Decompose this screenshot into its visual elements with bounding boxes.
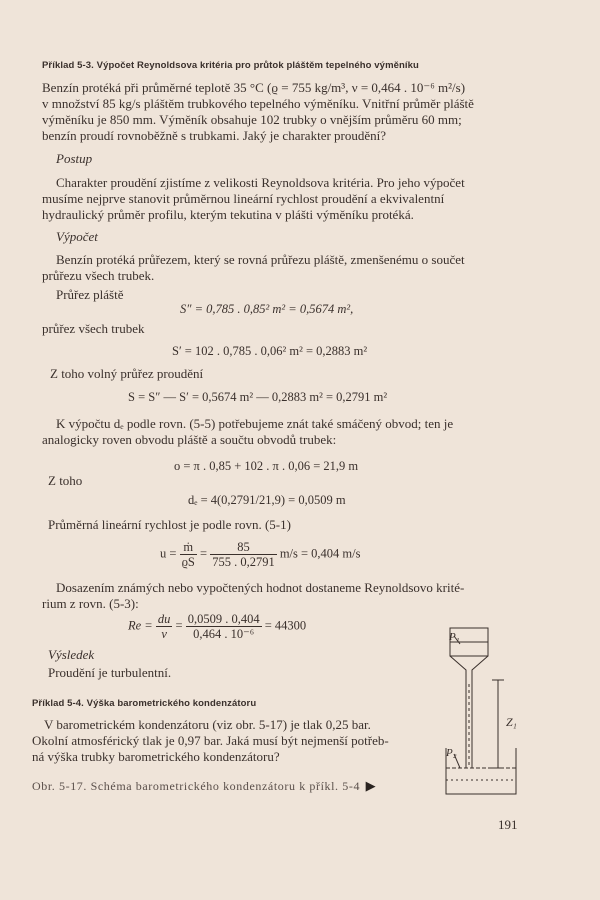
postup-label: Postup xyxy=(56,151,93,166)
reynolds-lhs: Re = xyxy=(128,618,153,633)
dosazenim-line-1: Dosazením známých nebo vypočtených hodnot dostaneme Reynoldsovo krité- xyxy=(56,580,465,595)
postup-line-3: hydraulický průměr profilu, kterým tekutina v plášti výměníku protéká. xyxy=(42,207,414,222)
velocity-fraction-1 xyxy=(180,540,197,569)
ex2-line-1: V barometrickém kondenzátoru (viz obr. 5-17) je tlak 0,25 bar. xyxy=(44,717,371,732)
label-p1: P₁ xyxy=(449,631,460,643)
reynolds-rhs: = 44300 xyxy=(264,618,307,633)
intro-line-4: benzín proudí rovnoběžně s trubkami. Jaký je charakter proudění? xyxy=(42,128,387,143)
velocity-fraction-2 xyxy=(210,540,277,569)
condenser-cone-left xyxy=(450,656,466,678)
equation-reynolds xyxy=(128,612,306,641)
equation-perimeter: o = π . 0,85 + 102 . π . 0,06 = 21,9 m xyxy=(174,459,359,473)
ex2-line-2: Okolní atmosférický tlak je 0,97 bar. Jaká musí být nejmenší potřeb- xyxy=(32,733,389,748)
vypocet-line-1: Benzín protéká průřezem, který se rovná průřezu pláště, zmenšenému o součet xyxy=(56,252,465,267)
velocity-lhs: u = xyxy=(160,546,177,561)
velocity-f2-num: 85 xyxy=(210,540,277,555)
free-area-label: Z toho volný průřez proudění xyxy=(50,366,204,381)
arrow-right-icon: ▶ xyxy=(365,778,377,793)
velocity-f1-num: ṁ xyxy=(180,540,197,555)
vysledek-text: Proudění je turbulentní. xyxy=(48,665,172,680)
equation-free-area: S = S″ — S′ = 0,5674 m² — 0,2883 m² = 0,2791 m² xyxy=(128,390,388,404)
figure-caption xyxy=(32,778,376,794)
barometric-condenser-diagram xyxy=(440,622,560,802)
example-5-3-title: Příklad 5-3. Výpočet Reynoldsova kritéria pro průtok pláštěm tepelného výměníku xyxy=(42,60,419,71)
reynolds-eq-sign: = xyxy=(175,618,183,633)
intro-line-1: Benzín protéká při průměrné teplotě 35 °C (ϱ = 755 kg/m³, ν = 0,464 . 10⁻⁶ m²/s) xyxy=(42,80,466,95)
equation-equivalent-diameter: dₑ = 4(0,2791/21,9) = 0,0509 m xyxy=(188,493,346,507)
equation-tubes-area: S′ = 102 . 0,785 . 0,06² m² = 0,2883 m² xyxy=(172,344,368,358)
equation-shell-area: S″ = 0,785 . 0,85² m² = 0,5674 m², xyxy=(180,302,354,316)
example-5-4-title: Příklad 5-4. Výška barometrického kondenzátoru xyxy=(32,698,257,709)
postup-line-2: musíme nejprve stanovit průměrnou lineární rychlost proudění a ekvivalentní xyxy=(42,191,445,206)
reynolds-f1-num: du xyxy=(157,612,171,626)
intro-line-3: výměníku je 850 mm. Výměník obsahuje 102 trubky o vnějším průměru 60 mm; xyxy=(42,112,462,127)
postup-line-1: Charakter proudění zjistíme z velikosti Reynoldsova kritéria. Pro jeho výpočet xyxy=(56,175,465,190)
ex2-line-3: ná výška trubky barometrického kondenzátoru? xyxy=(32,749,280,764)
vypocet-line-2: průřezu všech trubek. xyxy=(42,268,155,283)
z-toho-label: Z toho xyxy=(48,473,83,488)
figure-caption-text: Obr. 5-17. Schéma barometrického kondenzátoru k příkl. 5-4 xyxy=(32,779,361,793)
intro-line-2: v množství 85 kg/s pláštěm trubkového tepelného výměníku. Vnitřní průměr pláště xyxy=(42,96,474,111)
velocity-rhs: m/s = 0,404 m/s xyxy=(279,546,361,561)
equation-velocity xyxy=(160,540,360,569)
vysledek-label: Výsledek xyxy=(48,647,95,662)
prurez-trubek-label: průřez všech trubek xyxy=(42,321,145,336)
condenser-cone-right xyxy=(472,656,488,678)
reynolds-f2-den: 0,464 . 10⁻⁶ xyxy=(193,627,255,641)
velocity-label: Průměrná lineární rychlost je podle rovn. (5-1) xyxy=(48,517,291,532)
velocity-f1-den: ϱS xyxy=(181,555,195,569)
obvod-line-1: K výpočtu dₑ podle rovn. (5-5) potřebujeme znát také smáčený obvod; ten je xyxy=(56,416,454,431)
velocity-eq-sign: = xyxy=(200,546,208,561)
reynolds-f2-num: 0,0509 . 0,404 xyxy=(187,612,260,626)
page-number: 191 xyxy=(498,817,518,832)
velocity-f2-den: 755 . 0,2791 xyxy=(212,555,275,569)
vypocet-label: Výpočet xyxy=(56,229,98,244)
label-z1: Z₁ xyxy=(506,715,517,729)
reynolds-f1-den: ν xyxy=(161,627,167,641)
obvod-line-2: analogicky roven obvodu pláště a součtu obvodů trubek: xyxy=(42,432,337,447)
reynolds-fraction-2 xyxy=(186,612,262,641)
dosazenim-line-2: rium z rovn. (5-3): xyxy=(42,596,139,611)
reynolds-fraction-1 xyxy=(156,612,173,641)
label-p2: P₂ xyxy=(446,747,457,759)
prurez-plaste-label: Průřez pláště xyxy=(56,287,124,302)
